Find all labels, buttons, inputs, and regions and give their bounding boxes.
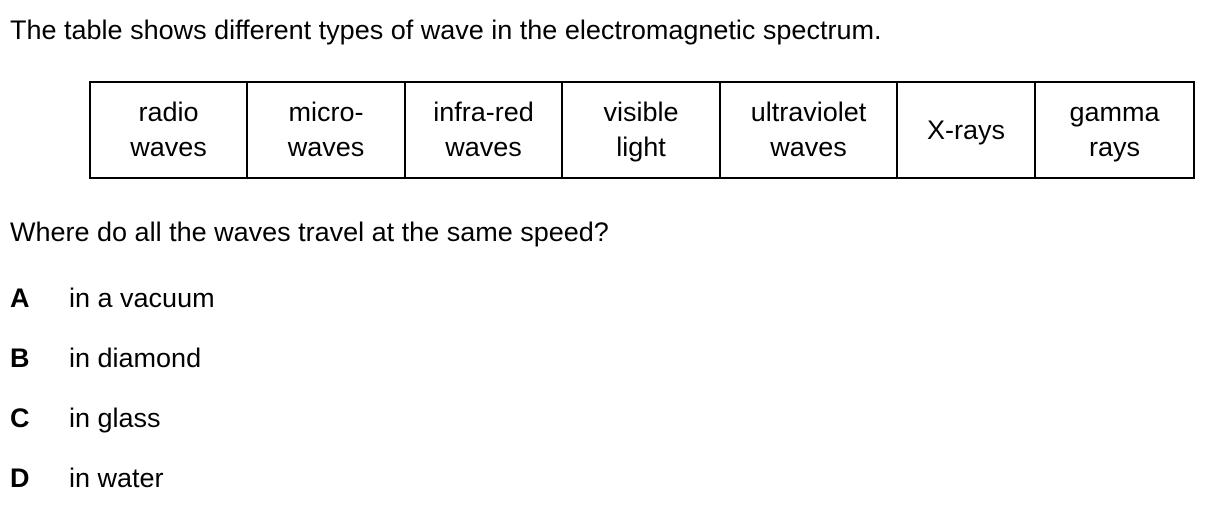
cell-line: X-rays bbox=[926, 114, 1005, 145]
question-text: Where do all the waves travel at the same speed? bbox=[10, 217, 609, 247]
option-letter: A bbox=[10, 283, 30, 313]
option-letter: C bbox=[10, 403, 30, 433]
cell-visible-light bbox=[562, 82, 720, 178]
option-text: in diamond bbox=[69, 343, 202, 373]
cell-gamma-rays bbox=[1035, 82, 1194, 178]
cell-micro-waves bbox=[247, 82, 405, 178]
cell-line: rays bbox=[1088, 132, 1140, 162]
cell-x-rays bbox=[897, 82, 1035, 178]
option-text: in a vacuum bbox=[69, 283, 215, 313]
cell-infra-red-waves bbox=[405, 82, 562, 178]
cell-line: waves bbox=[130, 132, 207, 162]
spectrum-table bbox=[89, 81, 1195, 179]
intro-text: The table shows different types of wave in the electromagnetic spectrum. bbox=[10, 15, 882, 45]
cell-radio-waves bbox=[90, 82, 247, 178]
cell-line: visible bbox=[603, 97, 679, 127]
table-row bbox=[90, 82, 1194, 178]
cell-line: waves bbox=[287, 132, 365, 162]
cell-ultraviolet-waves bbox=[720, 82, 897, 178]
cell-line: ultraviolet bbox=[750, 97, 867, 127]
option-text: in glass bbox=[69, 403, 161, 433]
option-letter: B bbox=[10, 343, 30, 373]
option-letter: D bbox=[10, 463, 30, 493]
cell-line: light bbox=[616, 132, 666, 162]
cell-line: waves bbox=[445, 132, 522, 162]
cell-line: infra-red bbox=[433, 97, 534, 127]
option-text: in water bbox=[69, 463, 164, 493]
cell-line: radio bbox=[138, 97, 199, 127]
cell-line: waves bbox=[770, 132, 847, 162]
cell-line: micro- bbox=[288, 97, 364, 127]
cell-line: gamma bbox=[1069, 97, 1160, 127]
